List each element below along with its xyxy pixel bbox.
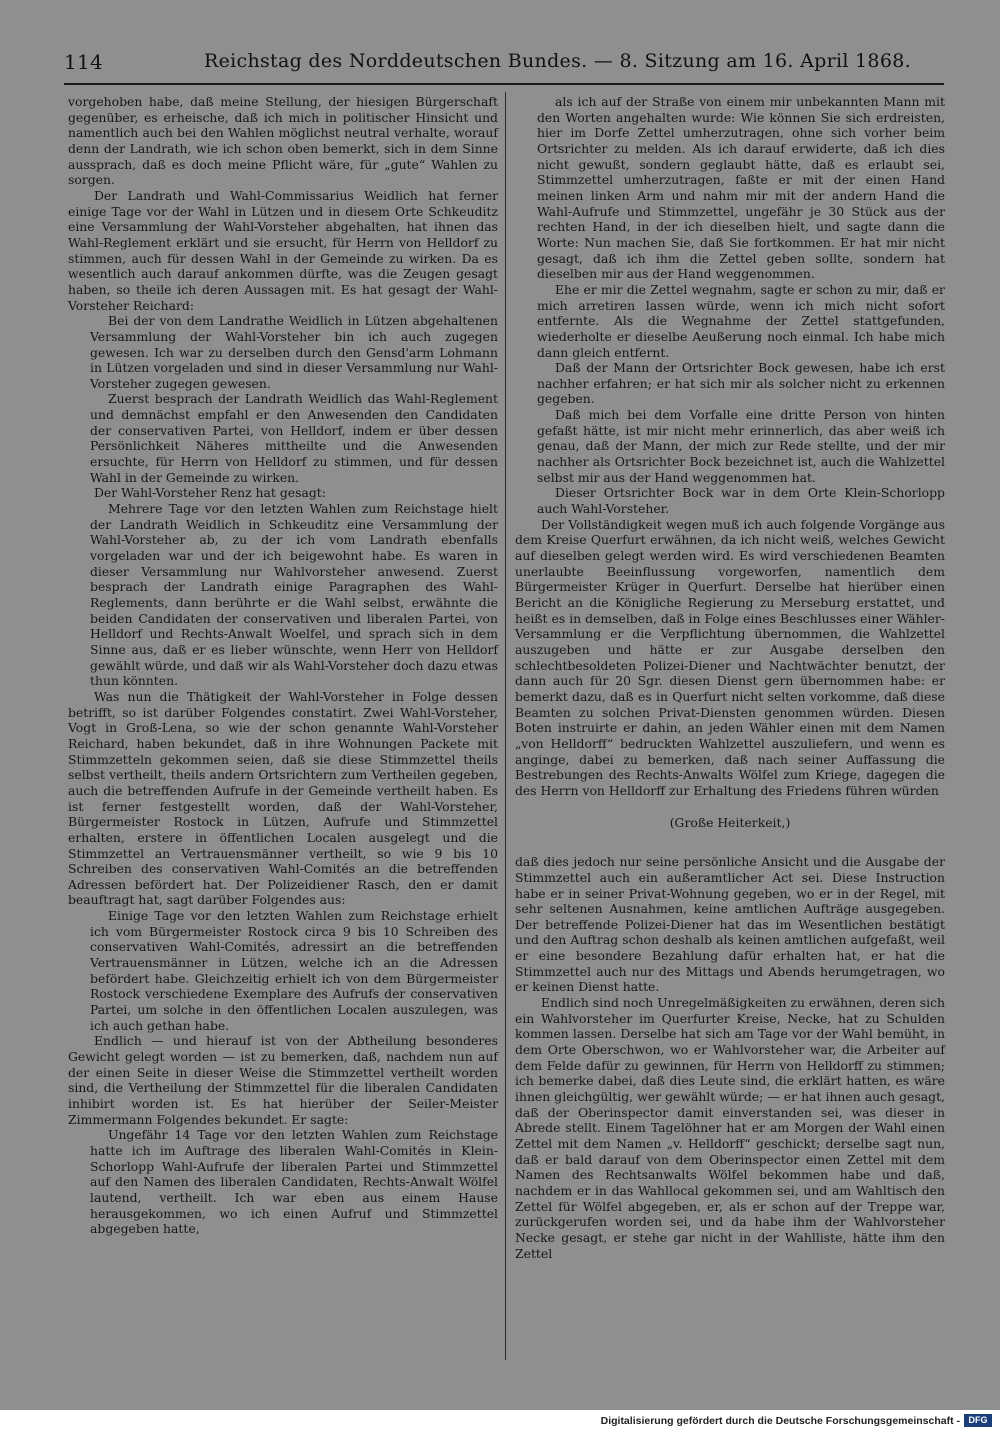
quoted-paragraph: Ungefähr 14 Tage vor den letzten Wahlen zum Reichstage hatte ich im Auftrage des liberalen Wahl-Comités in Klein-Schorlopp Wahl-Aufrufe der liberalen Partei und Stimmzettel auf den Namen des liberalen Candidaten, Rechts-Anwalt Wölfel lautend, vertheilt. Ich war eben aus einem Hause herausgekommen, wo ich einen Aufruf und Stimmzettel abgegeben hatte, bbox=[90, 1127, 498, 1237]
quoted-paragraph: Einige Tage vor den letzten Wahlen zum Reichstage erhielt ich vom Bürgermeister Rostock circa 9 bis 10 Schreiben des conservativen Wahl-Comités, adressirt an die betreffenden Vertrauensmänner in Lützen, welche ich an die Adressen befördert habe. Gleichzeitig erhielt ich von dem Bürgermeister Rostock verschiedene Exemplare des Aufrufs der conservativen Partei, um solche in den öffentlichen Localen auszulegen, was ich auch gethan habe. bbox=[90, 908, 498, 1033]
footer-credit: Digitalisierung gefördert durch die Deutsche Forschungsgemeinschaft - bbox=[600, 1415, 960, 1427]
quoted-paragraph: Daß der Mann der Ortsrichter Bock gewesen, habe ich erst nachher erfahren; er hat sich mir als solcher nicht zu erkennen gegeben. bbox=[537, 360, 945, 407]
paragraph: Was nun die Thätigkeit der Wahl-Vorsteher in Folge dessen betrifft, so ist darüber Folgendes constatirt. Zwei Wahl-Vorsteher, Vogt in Groß-Lena, so wie der schon genannte Wahl-Vorsteher Reichard, haben bekundet, daß in ihre Wohnungen Packete mit Stimmzetteln gekommen seien, daß sie diese Stimmzettel theils selbst vertheilt, theils andern Ortsrichtern zum Vertheilen gegeben, auch die betreffenden Aufrufe in der Gemeinde vertheilt haben. Es ist ferner festgestellt worden, daß der Wahl-Vorsteher, Bürgermeister Rostock in Lützen, Aufrufe und Stimmzettel erhalten, erstere in öffentlichen Localen ausgelegt und die Stimmzettel an Vertrauensmänner vertheilt, so wie 9 bis 10 Schreiben des conservativen Wahl-Comités an die betreffenden Adressen befördert hat. Der Polizeidiener Rasch, den er damit beauftragt hat, sagt darüber Folgendes aus: bbox=[68, 688, 498, 908]
interjection: (Große Heiterkeit,) bbox=[669, 814, 791, 830]
quoted-paragraph: Bei der von dem Landrathe Weidlich in Lützen abgehaltenen Versammlung der Wahl-Vorsteher bin ich auch zugegen gewesen. Ich war zu derselben durch den Gensd'arm Lohmann in Lützen vorgeladen und sind in dieser Versammlung nur Wahl-Vorsteher zugegen gewesen. bbox=[90, 313, 498, 391]
right-column bbox=[515, 94, 945, 1261]
paragraph: Endlich sind noch Unregelmäßigkeiten zu erwähnen, deren sich ein Wahlvorsteher im Querfurter Kreise, Necke, hat zu Schulden kommen lassen. Derselbe hat sich am Tage vor der Wahl bemüht, in dem Orte Oberschwon, wo er Wahlvorsteher war, die Arbeiter auf dem Felde dafür zu gewinnen, für Herrn von Helldorff zu stimmen; ich bemerke dabei, daß dies Leute sind, die erklärt hatten, es wäre ihnen gleichgültig, wer gewählt würde; — er hat ihnen auch gesagt, daß der Oberinspector damit einverstanden sei, was dieser in Abrede stellt. Einem Tagelöhner hat er am Morgen der Wahl einen Zettel mit dem Namen „v. Helldorff“ geschickt; derselbe sagt nun, daß er bald darauf von dem Oberinspector einen Zettel mit dem Namen des Rechtsanwalts Wölfel bekommen habe und daß, nachdem er in das Wahllocal gekommen sei, und am Wahltisch den Zettel für Wölfel abgegeben, er, als er schon auf der Treppe war, zurückgerufen worden sei, und da habe ihm der Wahlvorsteher Necke gesagt, er stehe gar nicht in der Wahlliste, hätte ihm den Zettel bbox=[515, 995, 945, 1261]
quoted-paragraph: Dieser Ortsrichter Bock war in dem Orte Klein-Schorlopp auch Wahl-Vorsteher. bbox=[537, 485, 945, 517]
paragraph: Der Vollständigkeit wegen muß ich auch folgende Vorgänge aus dem Kreise Querfurt erwähnen, da ich nicht weiß, welches Gewicht auf dieselben gelegt werden wird. Es wird verschiedenen Beamten unerlaubte Beeinflussung vorgeworfen, namentlich dem Bürgermeister Krüger in Querfurt. Derselbe hat hierüber einen Bericht an die Königliche Regierung zu Merseburg erstattet, und heißt es in demselben, daß in Folge eines Beschlusses einer Wähler-Versammlung er die Verpflichtung übernommen, die Wahlzettel auszugeben und hätte er zur Ausgabe derselben den schlechtbesoldeten Polizei-Diener und Nachtwächter benutzt, der dann auch für 20 Sgr. diesen Dienst gern übernommen habe: er bemerkt dazu, daß es in Querfurt nicht selten vorkomme, daß diese Beamten zu solchen Privat-Diensten genommen würden. Diesen Boten instruirte er dahin, an jeden Wähler einen mit dem Namen „von Helldorff“ bedruckten Wahlzettel auszuliefern, und wenn es anginge, dabei zu bemerken, daß nach seiner Auffassung die Bestrebungen des Rechts-Anwalts Wölfel zum Kriege, dagegen die des Herrn von Helldorff zur Erhaltung des Friedens führen würden bbox=[515, 516, 945, 798]
quoted-paragraph: Mehrere Tage vor den letzten Wahlen zum Reichstage hielt der Landrath Weidlich in Schkeuditz eine Versammlung der Wahl-Vorsteher ab, zu der ich vom Landrath ebenfalls vorgeladen war und der ich beigewohnt habe. Es waren in dieser Versammlung nur Wahlvorsteher anwesend. Zuerst besprach der Landrath einige Paragraphen des Wahl-Reglements, dann berührte er die Wahl selbst, erwähnte die beiden Candidaten der conservativen und liberalen Partei, von Helldorf und Rechts-Anwalt Woelfel, und sprach sich in dem Sinne aus, daß er es lieber wünschte, wenn Herr von Helldorf gewählt würde, und daß wir als Wahl-Vorsteher doch dazu etwas thun könnten. bbox=[90, 501, 498, 689]
quoted-paragraph: Ehe er mir die Zettel wegnahm, sagte er schon zu mir, daß er mich arretiren lassen würde, wenn ich mich nicht sofort entfernte. Als die Wegnahme der Zettel stattgefunden, wiederholte er dieselbe Aeußerung noch einmal. Ich habe mich dann gleich entfernt. bbox=[537, 281, 945, 360]
dfg-logo: DFG bbox=[964, 1414, 992, 1427]
page-number: 114 bbox=[64, 50, 104, 74]
paragraph: Endlich — und hierauf ist von der Abtheilung besonderes Gewicht gelegt worden — ist zu bemerken, daß, nachdem nun auf der einen Seite in dieser Weise die Stimmzettel vertheilt worden sind, die Vertheilung der Stimmzettel für die liberalen Candidaten inhibirt worden ist. Es hat hierüber der Seiler-Meister Zimmermann Folgendes bekundet. Er sagte: bbox=[68, 1033, 498, 1127]
paragraph: daß dies jedoch nur seine persönliche Ansicht und die Ausgabe der Stimmzettel auch ein außeramtlicher Act sei. Diese Instruction habe er in seiner Privat-Wohnung gegeben, wo er in der Regel, mit sehr seltenen Ausnahmen, keine amtlichen Aufträge ausgegeben. Der betreffende Polizei-Diener hat das im Wesentlichen bestätigt und den Auftrag schon deshalb als keinen amtlichen aufgefaßt, weil er eine besondere Bezahlung dafür erhalten hat, er hat die Stimmzettel auch nur des Mittags und Abends herumgetragen, wo er keinen Dienst hatte. bbox=[515, 854, 945, 995]
running-title: Reichstag des Norddeutschen Bundes. — 8. Sitzung am 16. April 1868. bbox=[204, 50, 911, 72]
paragraph: Der Landrath und Wahl-Commissarius Weidlich hat ferner einige Tage vor der Wahl in Lützen und in diesem Orte Schkeuditz eine Versammlung der Wahl-Vorsteher abgehalten, hat ihnen das Wahl-Reglement erklärt und sie ersucht, für Herrn von Helldorf zu stimmen, auch für dessen Wahl in der Gemeinde zu wirken. Da es wesentlich auch darauf ankommen dürfte, was die Zeugen gesagt haben, so theile ich deren Aussagen mit. Es hat gesagt der Wahl-Vorsteher Reichard: bbox=[68, 187, 498, 313]
quoted-paragraph: als ich auf der Straße von einem mir unbekannten Mann mit den Worten angehalten wurde: Wie können Sie sich erdreisten, hier im Dorfe Zettel umherzutragen, ohne sich vorher beim Ortsrichter zu melden. Als ich darauf erwiderte, daß ich dies nicht gewußt, sondern geglaubt hätte, daß es erlaubt sei, Stimmzettel umherzutragen, faßte er mit der einen Hand meinen linken Arm und nahm mir mit der andern Hand die Wahl-Aufrufe und Stimmzettel, ungefähr je 30 Stück aus der rechten Hand, in der ich dieselben hielt, und sagte dann die Worte: Nun machen Sie, daß Sie fortkommen. Er hat mir nicht gesagt, daß ich ihm die Zettel geben sollte, sondern hat dieselben mir aus der Hand weggenommen. bbox=[537, 94, 945, 282]
paragraph: vorgehoben habe, daß meine Stellung, der hiesigen Bürgerschaft gegenüber, es erheische, daß ich mich in politischer Hinsicht und namentlich auch bei den Wahlen möglichst neutral verhalte, worauf denn der Landrath, wie ich schon oben bemerkt, sich in dem Sinne aussprach, daß es doch meine Pflicht wäre, für „gute“ Wahlen zu sorgen. bbox=[68, 94, 498, 188]
quoted-paragraph: Daß mich bei dem Vorfalle eine dritte Person von hinten gefaßt hätte, ist mir nicht mehr erinnerlich, das aber weiß ich genau, daß der Mann, der mich zur Rede stellte, und der mir nachher als Ortsrichter Bock bezeichnet ist, auch die Wahlzettel selbst mir aus der Hand weggenommen hat. bbox=[537, 407, 945, 485]
paragraph: Der Wahl-Vorsteher Renz hat gesagt: bbox=[94, 485, 326, 501]
header-rule bbox=[64, 83, 944, 85]
left-column bbox=[68, 94, 498, 1237]
column-divider bbox=[505, 92, 506, 1360]
quoted-paragraph: Zuerst besprach der Landrath Weidlich das Wahl-Reglement und demnächst empfahl er den Anwesenden den Candidaten der conservativen Partei, von Helldorf, indem er über dessen Persönlichkeit Näheres mittheilte und die Anwesenden ersuchte, für Herrn von Helldorf zu stimmen, und für dessen Wahl in der Gemeinde zu wirken. bbox=[90, 391, 498, 485]
page-header bbox=[64, 50, 944, 78]
